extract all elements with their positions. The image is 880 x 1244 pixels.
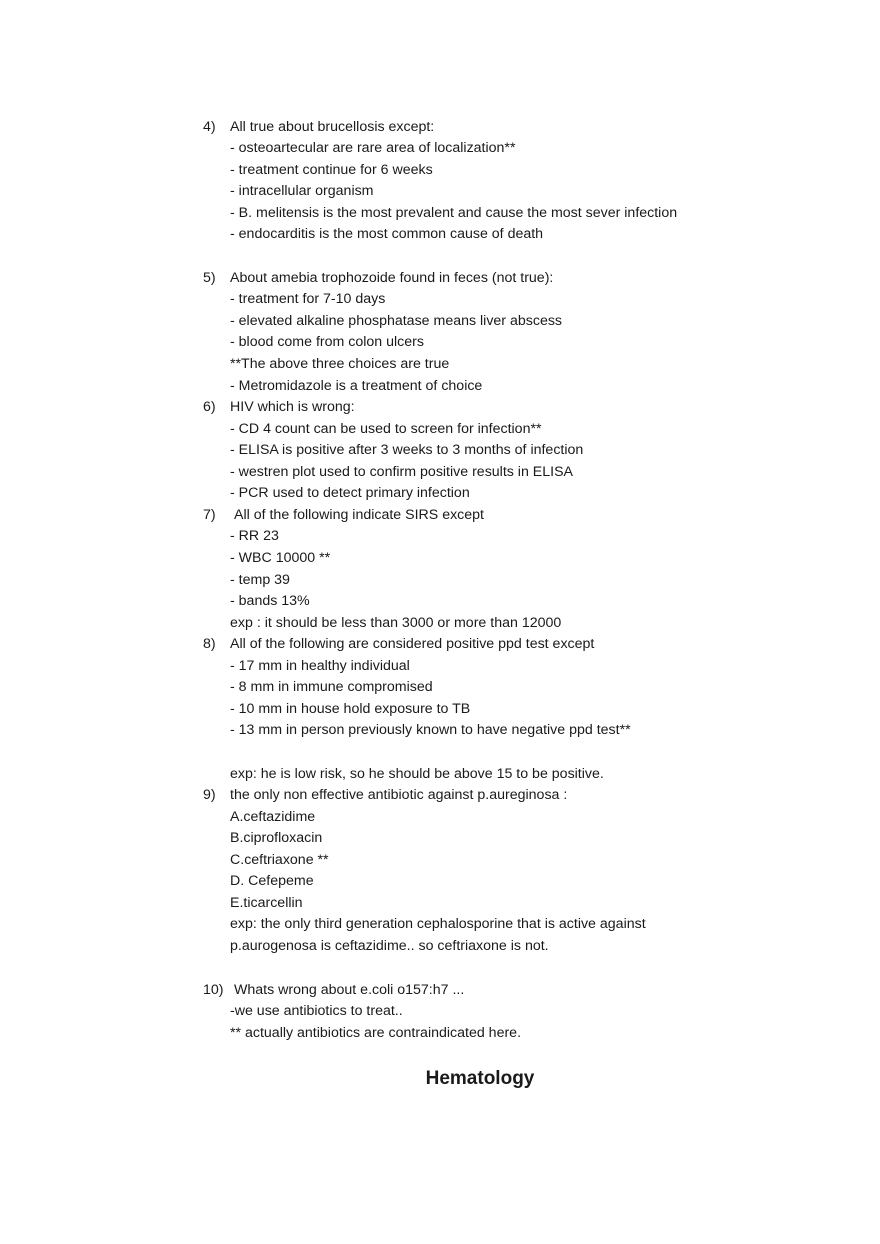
option: C.ceftriaxone ** (230, 852, 329, 868)
option: E.ticarcellin (230, 895, 303, 911)
option: - CD 4 count can be used to screen for infection** (230, 421, 542, 437)
option: - treatment continue for 6 weeks (230, 162, 433, 178)
option: - 10 mm in house hold exposure to TB (230, 701, 471, 717)
question-text: About amebia trophozoide found in feces (not true): (230, 270, 554, 286)
explanation: ** actually antibiotics are contraindicated here. (230, 1025, 522, 1041)
question-text: All of the following indicate SIRS except (234, 507, 484, 523)
option: D. Cefepeme (230, 873, 314, 889)
option: - elevated alkaline phosphatase means liver abscess (230, 313, 563, 329)
option: - 17 mm in healthy individual (230, 658, 410, 674)
option: - westren plot used to confirm positive results in ELISA (230, 464, 574, 480)
option: - bands 13% (230, 593, 310, 609)
option: B.ciprofloxacin (230, 830, 323, 846)
option: - Metromidazole is a treatment of choice (230, 378, 483, 394)
explanation: exp: he is low risk, so he should be above 15 to be positive. (230, 766, 604, 782)
option: - 8 mm in immune compromised (230, 679, 433, 695)
option: - PCR used to detect primary infection (230, 485, 470, 501)
option: A.ceftazidime (230, 809, 316, 825)
question-text: the only non effective antibiotic against p.aureginosa : (230, 787, 568, 803)
explanation: p.aurogenosa is ceftazidime.. so ceftriaxone is not. (230, 938, 549, 954)
question-text: Whats wrong about e.coli o157:h7 ... (234, 982, 465, 998)
question-text: All true about brucellosis except: (230, 119, 435, 135)
explanation: exp: the only third generation cephalosporine that is active against (230, 916, 646, 932)
question-number: 8) (203, 636, 216, 652)
option: **The above three choices are true (230, 356, 450, 372)
option: - B. melitensis is the most prevalent and cause the most sever infection (230, 205, 678, 221)
option: - 13 mm in person previously known to have negative ppd test** (230, 722, 631, 738)
option: - treatment for 7-10 days (230, 291, 386, 307)
question-number: 5) (203, 270, 216, 286)
question-number: 10) (203, 982, 224, 998)
option: - temp 39 (230, 572, 290, 588)
option: - intracellular organism (230, 183, 374, 199)
question-text: All of the following are considered positive ppd test except (230, 636, 595, 652)
option: - endocarditis is the most common cause of death (230, 226, 544, 242)
option: - RR 23 (230, 528, 279, 544)
option: -we use antibiotics to treat.. (230, 1003, 403, 1019)
question-number: 7) (203, 507, 216, 523)
explanation: exp : it should be less than 3000 or more than 12000 (230, 615, 562, 631)
section-heading: Hematology (425, 1068, 535, 1089)
option: - WBC 10000 ** (230, 550, 331, 566)
question-number: 4) (203, 119, 216, 135)
question-number: 9) (203, 787, 216, 803)
question-text: HIV which is wrong: (230, 399, 355, 415)
question-number: 6) (203, 399, 216, 415)
option: - osteoartecular are rare area of localization** (230, 140, 516, 156)
option: - ELISA is positive after 3 weeks to 3 months of infection (230, 442, 584, 458)
option: - blood come from colon ulcers (230, 334, 424, 350)
